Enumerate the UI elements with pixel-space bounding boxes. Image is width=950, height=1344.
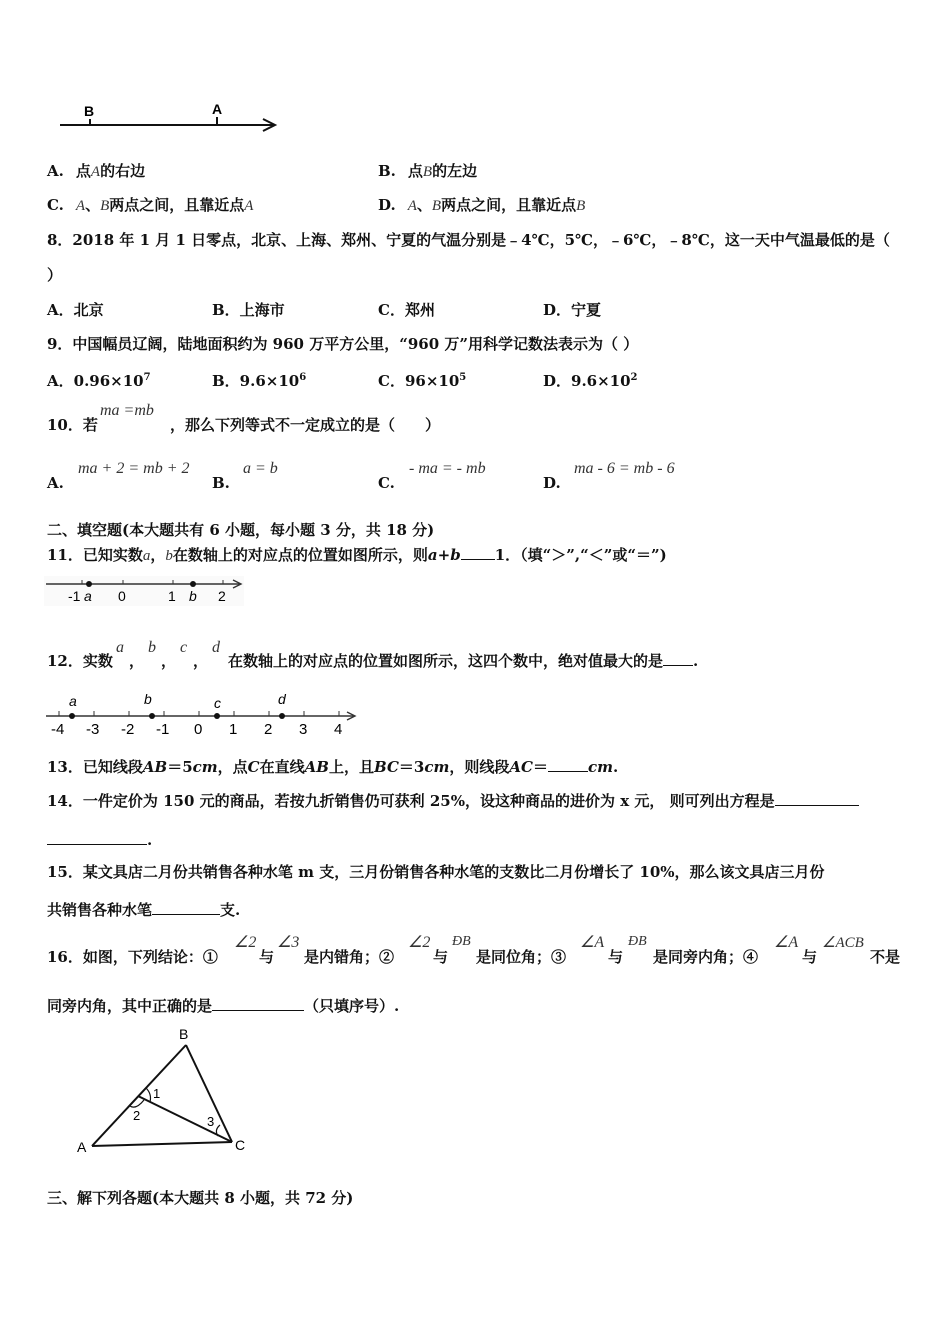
q12-tick-label: 2: [264, 721, 273, 738]
q11-number-line: [44, 576, 249, 608]
q14-line2: .: [47, 830, 152, 850]
q16-math-3: ∠2: [408, 934, 431, 951]
q16-p1: 16．如图，下列结论：①: [47, 948, 218, 966]
q8-option-c: C．郑州: [378, 301, 435, 319]
q12-point-label-b: b: [144, 691, 152, 707]
q16-p7: 是同旁内角；④: [653, 948, 759, 966]
q12-var-a: a: [116, 639, 124, 656]
q8-option-d: D．宁夏: [543, 301, 602, 319]
q11-point-label-a: a: [84, 588, 92, 604]
section-2-title: 二、填空题(本大题共有 6 小题，每小题 3 分，共 18 分): [47, 521, 435, 539]
q12-point-d: [279, 713, 285, 719]
q16-triangle-figure: [72, 1024, 272, 1164]
section-3-title: 三、解下列各题(本大题共 8 小题，共 72 分): [47, 1189, 354, 1207]
q14-answer-blank-1: [775, 791, 859, 806]
q16-line2: 同旁内角，其中正确的是 （只填序号）.: [47, 997, 400, 1015]
q9-option-a: A．$0.96\times 10^7$: [47, 372, 151, 390]
q10-stem-post: ，那么下列等式不一定成立的是（ ）: [170, 416, 441, 434]
q8-stem-line1: 8．2018 年 1 月 1 日零点，北京、上海、郑州、宁夏的气温分别是﹣4℃，5℃，﹣6℃，﹣8℃，这一天中气温最低的是（: [47, 231, 890, 249]
q12-tick-label: -4: [51, 721, 65, 738]
q16-p2: 与: [259, 948, 275, 966]
vertex-label-a: A: [77, 1139, 87, 1155]
q16-p8: 与: [802, 948, 818, 966]
q11-stem: 11．已知实数a，b在数轴上的对应点的位置如图所示，则a+b 1．（填“＞”,“＜”或“＝”): [47, 546, 667, 564]
q10-option-b-letter: B.: [212, 474, 230, 492]
q10-option-a-expr: ma + 2 = mb + 2: [78, 460, 190, 477]
q12-sep: ，: [161, 652, 177, 670]
q12-tick-label: -2: [121, 721, 135, 738]
q10-condition: ma =mb: [100, 402, 154, 419]
q10-option-a-letter: A.: [47, 474, 64, 492]
q7-number-line-figure: [55, 98, 290, 138]
q16-p3: 是内错角；②: [304, 948, 395, 966]
q16-math-2: ∠3: [277, 934, 300, 951]
q16-math-5: ∠A: [580, 934, 605, 951]
q7-option-a: A. 点A的右边: [47, 162, 146, 180]
q16-math-1: ∠2: [234, 934, 257, 951]
q12-stem-pre: 12．实数: [47, 652, 113, 670]
q11-answer-blank: [461, 545, 495, 560]
vertex-label-b: B: [179, 1026, 189, 1042]
q12-stem-post: 在数轴上的对应点的位置如图所示，这四个数中，绝对值最大的是 .: [228, 652, 699, 670]
q16-p6: 与: [608, 948, 624, 966]
q12-tick-label: -3: [86, 721, 100, 738]
q12-number-line: [44, 690, 364, 740]
q12-point-a: [69, 713, 75, 719]
q15-answer-blank: [152, 900, 220, 915]
q16-math-6: ÐB: [628, 934, 647, 949]
q7-point-label-b: B: [84, 103, 95, 119]
q12-sep: ，: [129, 652, 145, 670]
q12-point-label-c: c: [214, 695, 221, 711]
q9-option-c: C．$96\times 10^5$: [378, 372, 467, 390]
q10-option-d-expr: ma - 6 = mb - 6: [574, 460, 675, 477]
q12-tick-label: 0: [194, 721, 203, 738]
q15-stem-line1: 15．某文具店二月份共销售各种水笔 m 支，三月份销售各种水笔的支数比二月份增长了 10%，那么该文具店三月份: [47, 863, 825, 881]
q12-tick-label: 1: [229, 721, 238, 738]
q12-var-c: c: [180, 639, 188, 656]
q15-stem-line2: 共销售各种水笔 支.: [47, 901, 241, 919]
q10-option-c-letter: C.: [378, 474, 395, 492]
q12-tick-label: 4: [334, 721, 343, 738]
q10-stem-pre: 10．若: [47, 416, 98, 434]
q11-tick-label: 1: [168, 588, 176, 604]
q10-option-c-expr: - ma = - mb: [409, 460, 486, 477]
vertex-label-c: C: [235, 1137, 246, 1153]
q12-var-d: d: [212, 639, 220, 656]
q9-stem: 9．中国幅员辽阔，陆地面积约为 960 万平方公里，“960 万”用科学记数法表示为（ ）: [47, 335, 639, 353]
q11-point-b: [190, 581, 196, 587]
q7-option-d: D. A、B两点之间，且靠近点B: [378, 196, 586, 214]
q16-math-4: ÐB: [452, 934, 471, 949]
q12-var-b: b: [148, 639, 156, 656]
q11-tick-label: 0: [118, 588, 126, 604]
q7-option-c: C. A、B两点之间，且靠近点A: [47, 196, 254, 214]
q16-p4: 与: [433, 948, 449, 966]
q12-sep: ，: [193, 652, 209, 670]
q11-point-a: [86, 581, 92, 587]
q11-point-label-b: b: [189, 588, 197, 604]
q14-stem: 14．一件定价为 150 元的商品，若按九折销售仍可获利 25%，设这种商品的进价为 x 元， 则可列出方程是: [47, 791, 859, 811]
triangle-side-ac: [92, 1142, 232, 1146]
q10-option-b-expr: a = b: [243, 460, 278, 477]
q12-tick-label: 3: [299, 721, 308, 738]
q12-tick-label: -1: [156, 721, 170, 738]
q16-math-8: ∠ACB: [822, 935, 864, 951]
q12-point-b: [149, 713, 155, 719]
q11-tick-label: 2: [218, 588, 226, 604]
q9-option-b: B．$9.6\times 10^6$: [212, 372, 307, 390]
q10-option-d-letter: D.: [543, 474, 561, 492]
q13-stem: 13．已知线段AB＝5cm，点C在直线AB上，且BC＝3cm，则线段AC＝ cm.: [47, 758, 619, 776]
q8-option-a: A．北京: [47, 301, 104, 319]
q12-answer-blank: [663, 651, 693, 666]
angle-label-2: 2: [133, 1108, 141, 1123]
q16-p9: 不是: [870, 948, 901, 966]
q13-answer-blank: [548, 757, 588, 772]
q16-p5: 是同位角；③: [476, 948, 567, 966]
angle-label-3: 3: [207, 1114, 215, 1129]
q11-tick-label: -1: [68, 588, 81, 604]
q14-answer-blank-2: [47, 830, 147, 845]
q12-point-label-a: a: [69, 693, 77, 709]
q8-stem-line2: ）: [47, 266, 63, 284]
q12-point-c: [214, 713, 220, 719]
angle-label-1: 1: [153, 1086, 161, 1101]
q16-math-7: ∠A: [774, 934, 799, 951]
q8-option-b: B．上海市: [212, 301, 285, 319]
q7-point-label-a: A: [212, 101, 223, 117]
q7-option-b: B. 点B的左边: [378, 162, 478, 180]
q9-option-d: D．$9.6\times 10^2$: [543, 372, 638, 390]
q16-answer-blank: [212, 996, 304, 1011]
q12-point-label-d: d: [278, 691, 286, 707]
